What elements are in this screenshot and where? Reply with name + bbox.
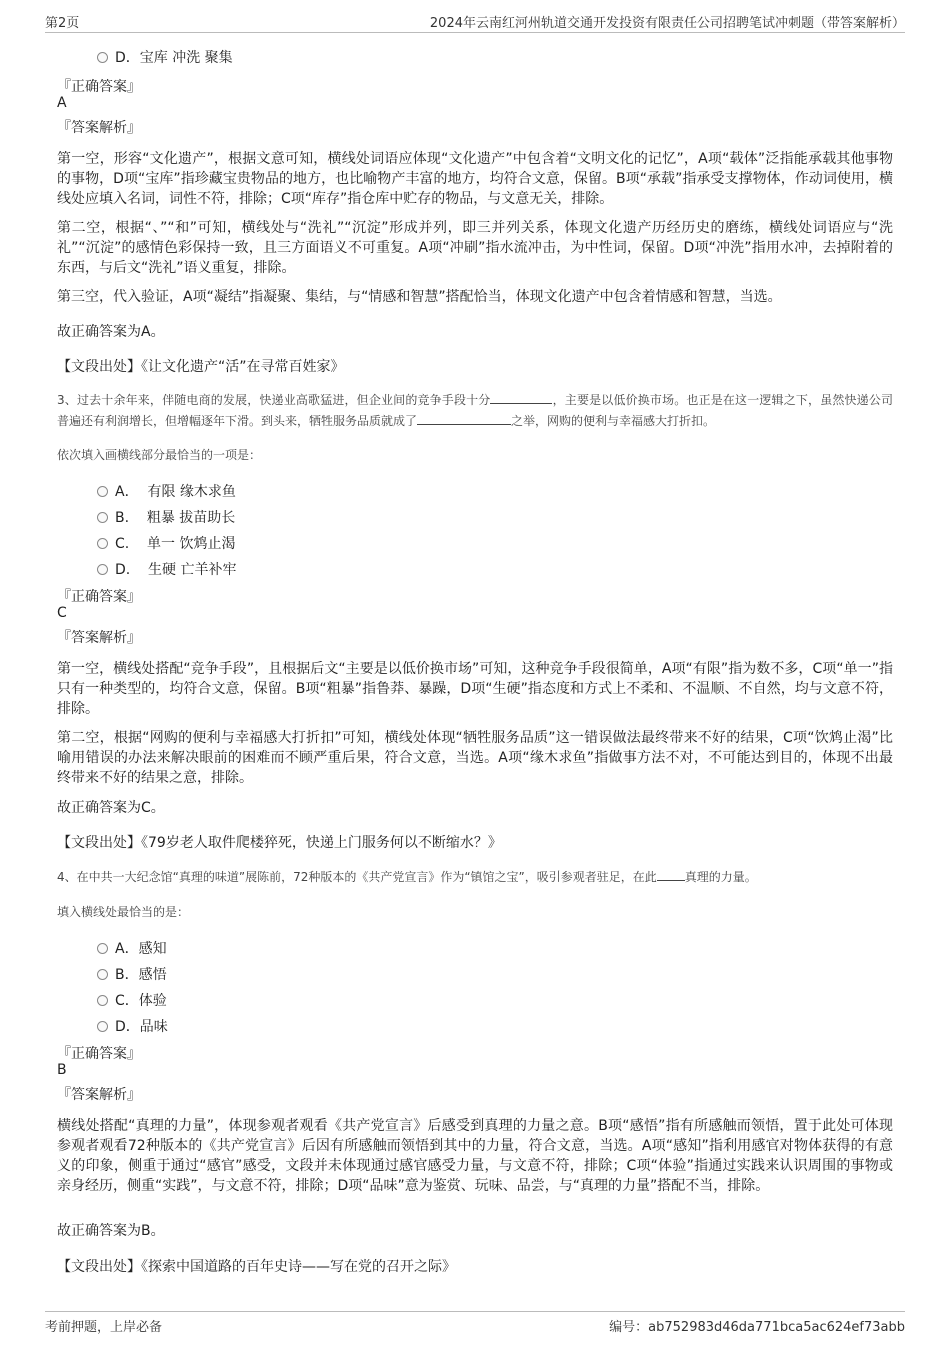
q2-source: 【文段出处】《让文化遗产“活”在寻常百姓家》 (57, 359, 345, 375)
q2-analysis-label: 『答案解析』 (57, 120, 141, 136)
radio-icon[interactable] (97, 486, 108, 497)
q4-answer: B (57, 1062, 67, 1078)
q3-stem: 3、过去十余年来，伴随电商的发展，快递业高歌猛进，但企业间的竞争手段十分 ，主要是以低价换市场。也正是在这一逻辑之下，虽然快递公司普遍还有利润增长，但增幅逐年下滑。到头来，牺牲服务品质就成了 之举，网购的便利与幸福感大打折扣。 (57, 393, 893, 428)
page-header (45, 12, 905, 33)
q4-stem: 4、在中共一大纪念馆“真理的味道”展陈前，72种版本的《共产党宣言》作为“镇馆之宝”，吸引参观者驻足，在此 真理的力量。 (57, 870, 757, 884)
q4-option-b[interactable]: B．感悟 (97, 964, 167, 984)
q4-source: 【文段出处】《探索中国道路的百年史诗——写在党的召开之际》 (57, 1259, 456, 1275)
q4-option-c[interactable]: C．体验 (97, 990, 167, 1010)
q3-answer-label: 『正确答案』 (57, 589, 141, 605)
radio-icon[interactable] (97, 995, 108, 1006)
document-title: 2024年云南红河州轨道交通开发投资有限责任公司招聘笔试冲刺题（带答案解析） (429, 16, 905, 31)
radio-icon[interactable] (97, 943, 108, 954)
q4-option-d[interactable]: D．品味 (97, 1016, 168, 1036)
q3-analysis-p2: 第二空，根据“网购的便利与幸福感大打折扣”可知，横线处体现“牺牲服务品质”这一错误做法最终带来不好的结果，C项“饮鸩止渴”比喻用错误的办法来解决眼前的困难而不顾严重后果，符合文意，当选。A项“缘木求鱼”指做事方法不对，不可能达到目的，体现不出最终带来不好的结果之意，排除。 (57, 730, 893, 786)
q3-option-d[interactable]: D. 生硬 亡羊补牢 (97, 559, 236, 579)
q4-conclusion: 故正确答案为B。 (57, 1223, 165, 1239)
q3-answer: C (57, 605, 67, 621)
q4-analysis-p1: 横线处搭配“真理的力量”，体现参观者观看《共产党宣言》后感受到真理的力量之意。B项“感悟”指有所感触而领悟，置于此处可体现参观者观看72种版本的《共产党宣言》后因有所感触而领悟到其中的力量，符合文意，当选。A项“感知”指利用感官对物体获得的有意义的印象，侧重于通过“感官”感受，文段并未体现通过感官感受力量，与文意不符，排除；C项“体验”指通过实践来认识周围的事物或亲身经历，侧重“实践”，与文意不符，排除；D项“品味”意为鉴赏、玩味、品尝，与“真理的力量”搭配不当，排除。 (57, 1118, 893, 1194)
q3-source: 【文段出处】《79岁老人取件爬楼猝死，快递上门服务何以不断缩水？》 (57, 835, 502, 851)
q4-analysis-label: 『答案解析』 (57, 1087, 141, 1103)
q2-answer-label: 『正确答案』 (57, 79, 141, 95)
q3-option-c[interactable]: C. 单一 饮鸩止渴 (97, 533, 235, 553)
q2-analysis-p1: 第一空，形容“文化遗产”，根据文意可知，横线处词语应体现“文化遗产”中包含着“文明文化的记忆”，A项“载体”泛指能承载其他事物的事物，D项“宝库”指珍藏宝贵物品的地方，也比喻物产丰富的地方，均符合文意，保留。B项“承载”指承受支撑物体，作动词使用，横线处应填入名词，词性不符，排除；C项“库存”指仓库中贮存的物品，与文意无关，排除。 (57, 151, 893, 207)
radio-icon[interactable] (97, 512, 108, 523)
q4-answer-label: 『正确答案』 (57, 1046, 141, 1062)
q2-analysis-p3: 第三空，代入验证，A项“凝结”指凝聚、集结，与“情感和智慧”搭配恰当，体现文化遗产中包含着情感和智慧，当选。 (57, 289, 782, 305)
q3-analysis-label: 『答案解析』 (57, 630, 141, 646)
radio-icon[interactable] (97, 564, 108, 575)
q3-option-a[interactable]: A． 有限 缘木求鱼 (97, 481, 236, 501)
q2-answer: A (57, 95, 67, 111)
q3-prompt: 依次填入画横线部分最恰当的一项是： (57, 448, 262, 462)
q2-option-d[interactable]: D．宝库 冲洗 聚集 (97, 47, 233, 67)
q4-option-a[interactable]: A．感知 (97, 938, 167, 958)
radio-icon[interactable] (97, 538, 108, 549)
radio-icon[interactable] (97, 1021, 108, 1032)
page-footer (45, 1311, 905, 1334)
q2-conclusion: 故正确答案为A。 (57, 324, 165, 340)
q3-blank-1 (490, 391, 552, 404)
q3-conclusion: 故正确答案为C。 (57, 800, 165, 816)
radio-icon[interactable] (97, 52, 108, 63)
footer-slogan: 考前押题，上岸必备 (45, 1320, 163, 1335)
q3-blank-2 (417, 412, 511, 425)
q3-analysis-p1: 第一空，横线处搭配“竞争手段”，且根据后文“主要是以低价换市场”可知，这种竞争手段很简单，A项“有限”指为数不多，C项“单一”指只有一种类型的，均符合文意，保留。B项“粗暴”指鲁莽、暴躁，D项“生硬”指态度和方式上不柔和、不温顺、不自然，均与文意不符，排除。 (57, 661, 893, 717)
q4-blank (657, 868, 685, 881)
q4-prompt: 填入横线处最恰当的是： (57, 905, 190, 919)
q3-option-b[interactable]: B. 粗暴 拔苗助长 (97, 507, 235, 527)
radio-icon[interactable] (97, 969, 108, 980)
q2-analysis-p2: 第二空，根据“、”“和”可知，横线处与“洗礼”“沉淀”形成并列，即三并列关系，体现文化遗产历经历史的磨练，横线处词语应与“洗礼”“沉淀”的感情色彩保持一致，且三方面语义不可重复。A项“冲刷”指水流冲击，为中性词，保留。D项“冲洗”指用水冲，去掉附着的东西，与后文“洗礼”语义重复，排除。 (57, 220, 893, 276)
page-number: 第2页 (45, 16, 80, 31)
document-id: 编号：ab752983d46da771bca5ac624ef73abb (609, 1320, 905, 1335)
